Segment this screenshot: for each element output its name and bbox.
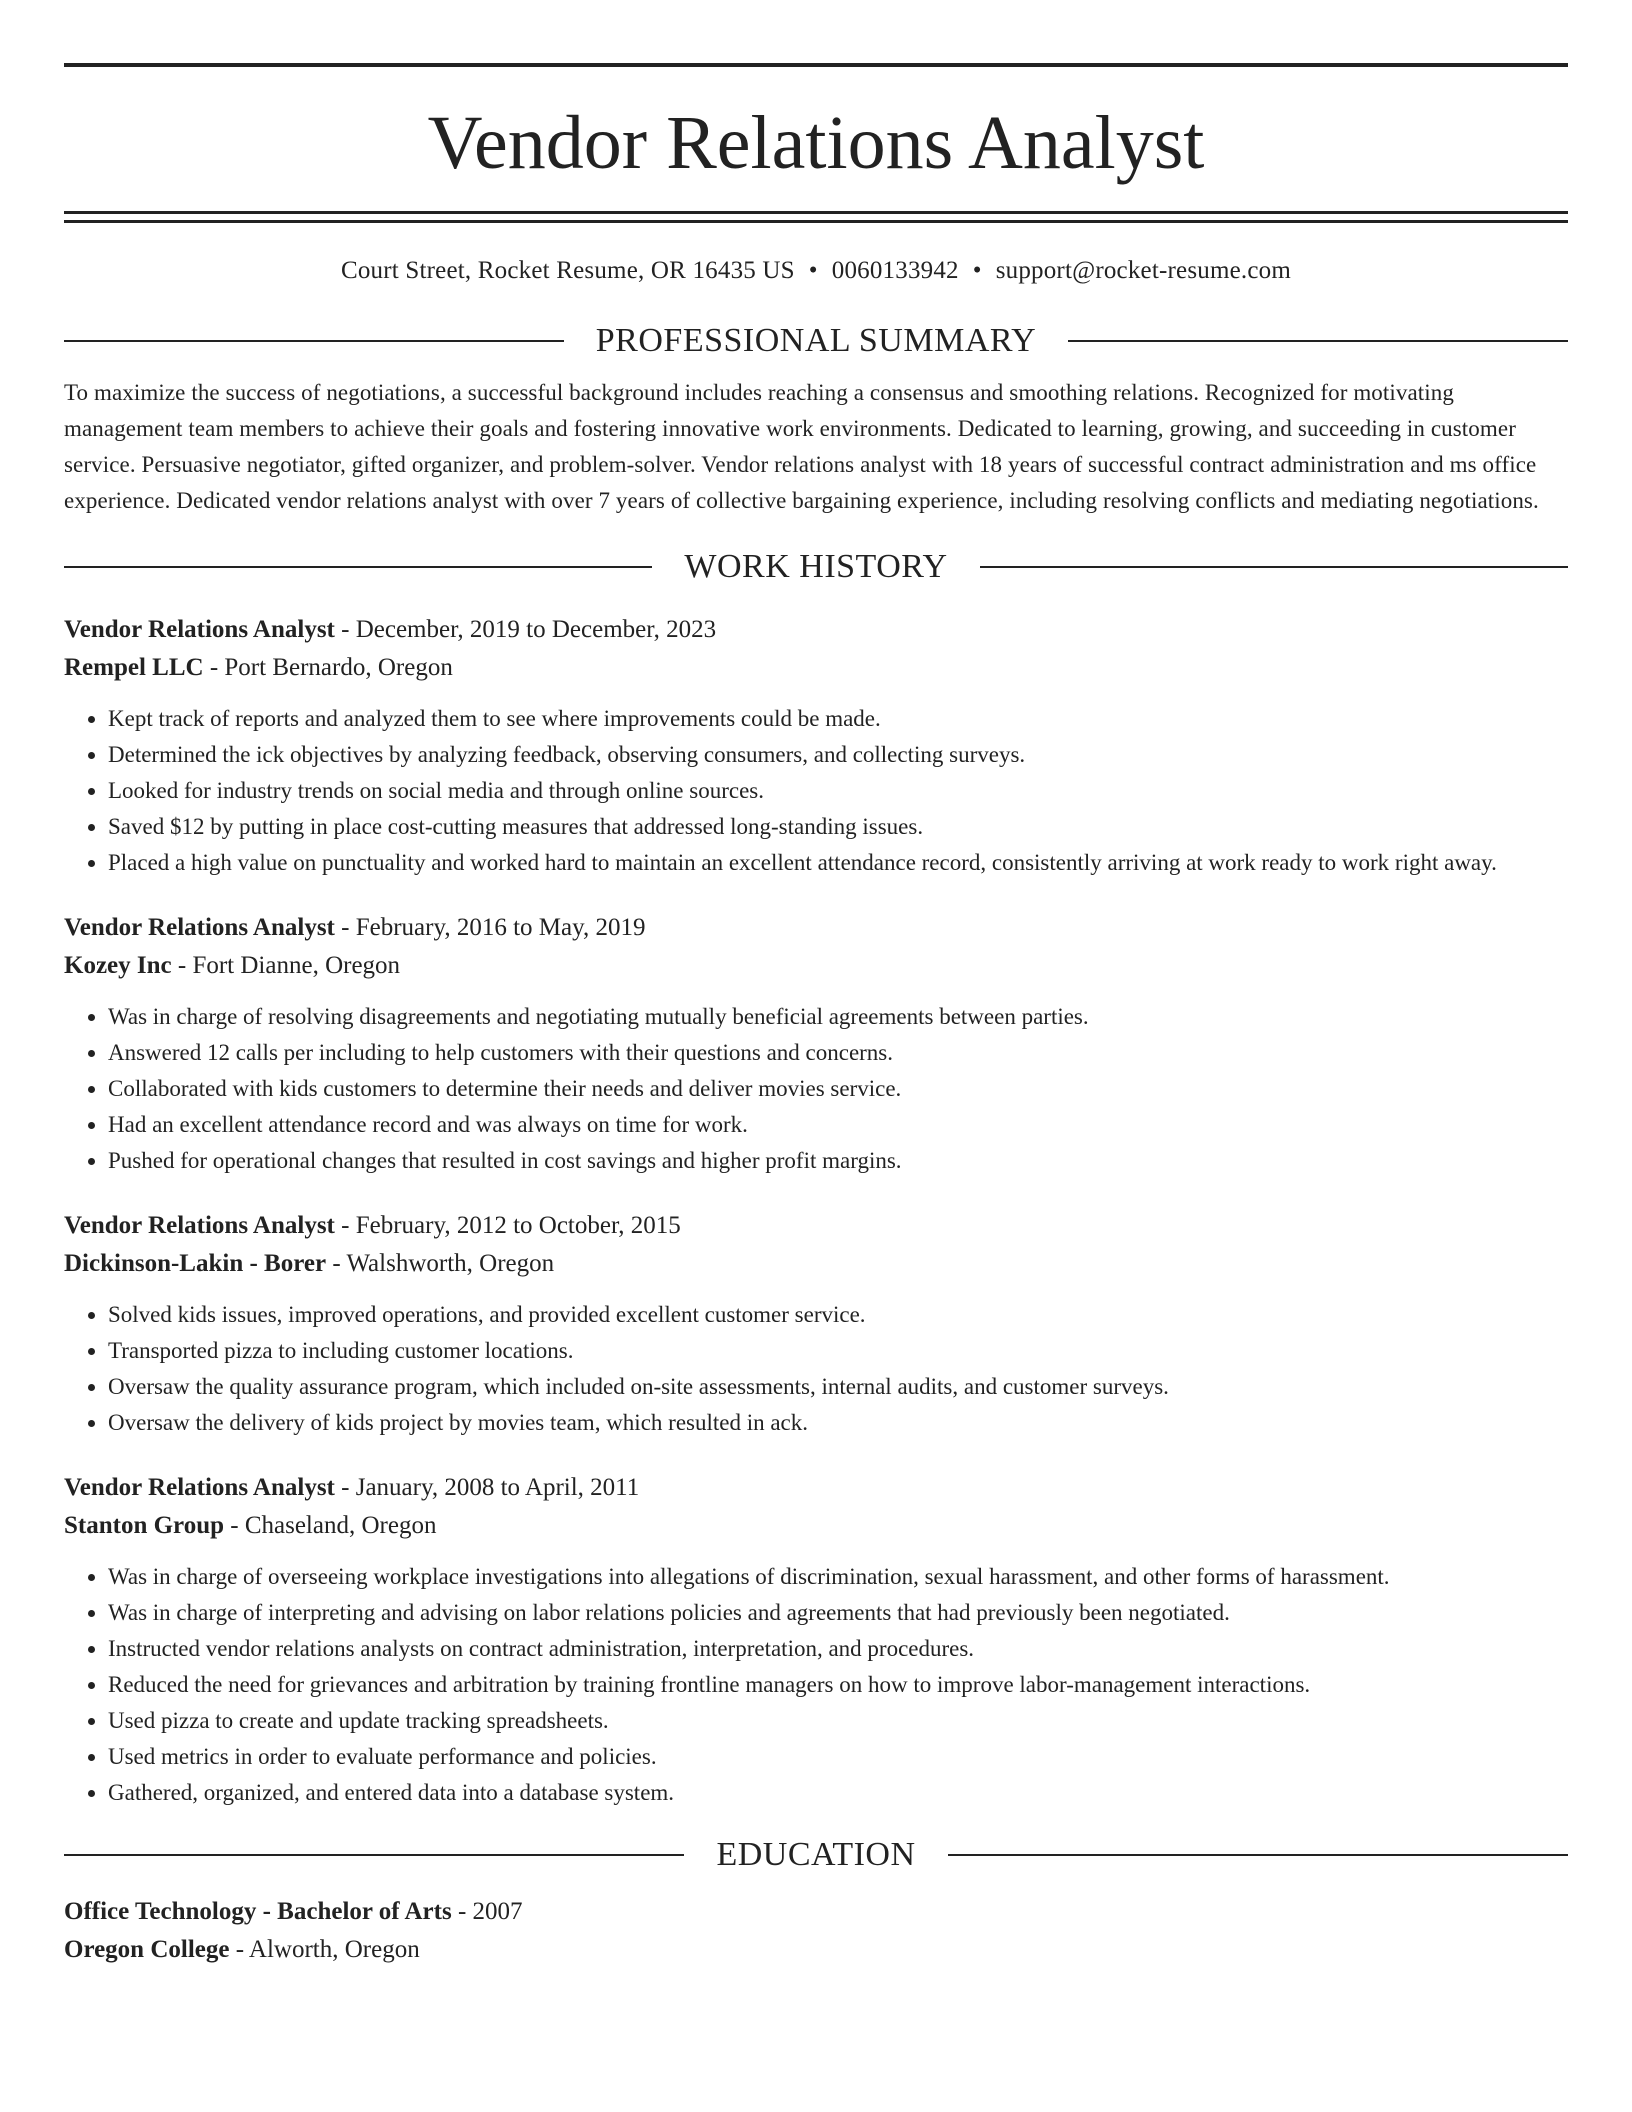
job-bullets	[64, 701, 1568, 881]
heading-rule-left	[64, 1854, 684, 1856]
education-degree: Office Technology - Bachelor of Arts	[64, 1898, 452, 1925]
job-dates: - December, 2019 to December, 2023	[334, 616, 717, 643]
job-bullets	[64, 999, 1568, 1179]
resume-page	[64, 63, 1568, 1969]
job-company: Stanton Group	[64, 1512, 225, 1539]
job-bullet: • Collaborated with kids customers to determine their needs and deliver movies service.	[108, 1071, 1568, 1107]
job-bullet: • Determined the ick objectives by analyzing feedback, observing consumers, and collecting surveys.	[108, 737, 1568, 773]
job-bullet: • Placed a high value on punctuality and worked hard to maintain an excellent attendance record, consistently arriving at work ready to work right away.	[108, 845, 1568, 881]
job-location: - Fort Dianne, Oregon	[171, 952, 401, 979]
job-bullet: • Oversaw the delivery of kids project by movies team, which resulted in ack.	[108, 1405, 1568, 1441]
job-entry	[64, 1469, 1568, 1811]
job-bullet: • Gathered, organized, and entered data into a database system.	[108, 1775, 1568, 1811]
job-bullets	[64, 1559, 1568, 1811]
job-title: Vendor Relations Analyst	[64, 1212, 335, 1239]
section-heading-label: WORK HISTORY	[684, 548, 948, 585]
education-entry	[64, 1893, 1568, 1969]
job-title: Vendor Relations Analyst	[64, 616, 335, 643]
job-bullet: • Oversaw the quality assurance program, which included on-site assessments, internal audits, and customer surveys.	[108, 1369, 1568, 1405]
section-heading-work-history	[64, 545, 1568, 589]
job-title: Vendor Relations Analyst	[64, 914, 335, 941]
section-heading-label: PROFESSIONAL SUMMARY	[595, 322, 1037, 359]
job-bullet: • Transported pizza to including customer locations.	[108, 1333, 1568, 1369]
education-degree-line	[64, 1893, 1568, 1931]
job-company: Kozey Inc	[64, 952, 172, 979]
job-bullet: • Used metrics in order to evaluate performance and policies.	[108, 1739, 1568, 1775]
page-title: Vendor Relations Analyst	[427, 101, 1205, 185]
job-bullet: • Pushed for operational changes that resulted in cost savings and higher profit margins.	[108, 1143, 1568, 1179]
job-location: - Port Bernardo, Oregon	[203, 654, 453, 681]
job-title-line	[64, 1207, 1568, 1245]
summary-text: To maximize the success of negotiations, a successful background includes reaching a consensus and smoothing relations. Recognized for motivating management team members to achieve their goals and fostering innovative work environments. Dedicated to learning, growing, and succeeding in customer service. Persuasive negotiator, gifted organizer, and problem-solver. Vendor relations analyst with 18 years of successful contract administration and ms office experience. Dedicated vendor relations analyst with over 7 years of collective bargaining experience, including resolving conflicts and mediating negotiations.	[64, 380, 1539, 513]
contact-separator: •	[808, 257, 818, 284]
job-dates: - January, 2008 to April, 2011	[334, 1474, 640, 1501]
job-dates: - February, 2012 to October, 2015	[334, 1212, 681, 1239]
job-bullet: • Saved $12 by putting in place cost-cutting measures that addressed long-standing issues.	[108, 809, 1568, 845]
job-company-line	[64, 947, 1568, 985]
education-year: - 2007	[451, 1898, 523, 1925]
contact-line	[64, 253, 1568, 289]
job-title-line	[64, 909, 1568, 947]
job-bullet: • Kept track of reports and analyzed them to see where improvements could be made.	[108, 701, 1568, 737]
top-rule	[64, 63, 1568, 67]
job-bullet: • Looked for industry trends on social media and through online sources.	[108, 773, 1568, 809]
job-dates: - February, 2016 to May, 2019	[334, 914, 646, 941]
job-company: Rempel LLC	[64, 654, 204, 681]
contact-phone: 0060133942	[831, 257, 959, 284]
job-title: Vendor Relations Analyst	[64, 1474, 335, 1501]
heading-rule-left	[64, 340, 564, 342]
job-bullets	[64, 1297, 1568, 1441]
job-bullet: • Solved kids issues, improved operations, and provided excellent customer service.	[108, 1297, 1568, 1333]
title-double-rule	[64, 211, 1568, 223]
section-heading-label: EDUCATION	[716, 1836, 916, 1873]
heading-rule-right	[948, 1854, 1568, 1856]
job-company-line	[64, 1245, 1568, 1283]
job-company-line	[64, 649, 1568, 687]
job-title-line	[64, 611, 1568, 649]
section-heading-education	[64, 1833, 1568, 1877]
contact-email: support@rocket-resume.com	[995, 257, 1291, 284]
job-bullet: • Used pizza to create and update tracking spreadsheets.	[108, 1703, 1568, 1739]
job-location: - Chaseland, Oregon	[224, 1512, 437, 1539]
job-bullet: • Was in charge of interpreting and advising on labor relations policies and agreements that had previously been negotiated.	[108, 1595, 1568, 1631]
job-bullet: • Had an excellent attendance record and was always on time for work.	[108, 1107, 1568, 1143]
job-location: - Walshworth, Oregon	[326, 1250, 555, 1277]
job-bullet: • Was in charge of overseeing workplace investigations into allegations of discrimination, sexual harassment, and other forms of harassment.	[108, 1559, 1568, 1595]
job-bullet: • Reduced the need for grievances and arbitration by training frontline managers on how to improve labor-management interactions.	[108, 1667, 1568, 1703]
contact-address: Court Street, Rocket Resume, OR 16435 US	[340, 257, 795, 284]
education-school: Oregon College	[64, 1936, 230, 1963]
section-heading-summary	[64, 319, 1568, 363]
job-bullet: • Instructed vendor relations analysts on contract administration, interpretation, and procedures.	[108, 1631, 1568, 1667]
education-school-line	[64, 1931, 1568, 1969]
job-title-line	[64, 1469, 1568, 1507]
heading-rule-left	[64, 566, 652, 568]
job-list	[64, 611, 1568, 1811]
job-company: Dickinson-Lakin - Borer	[64, 1250, 327, 1277]
heading-rule-right	[1068, 340, 1568, 342]
heading-rule-right	[980, 566, 1568, 568]
job-entry	[64, 1207, 1568, 1441]
job-bullet: • Answered 12 calls per including to help customers with their questions and concerns.	[108, 1035, 1568, 1071]
contact-separator: •	[972, 257, 982, 284]
job-company-line	[64, 1507, 1568, 1545]
job-bullet: • Was in charge of resolving disagreements and negotiating mutually beneficial agreements between parties.	[108, 999, 1568, 1035]
job-entry	[64, 611, 1568, 881]
job-entry	[64, 909, 1568, 1179]
education-location: - Alworth, Oregon	[229, 1936, 420, 1963]
